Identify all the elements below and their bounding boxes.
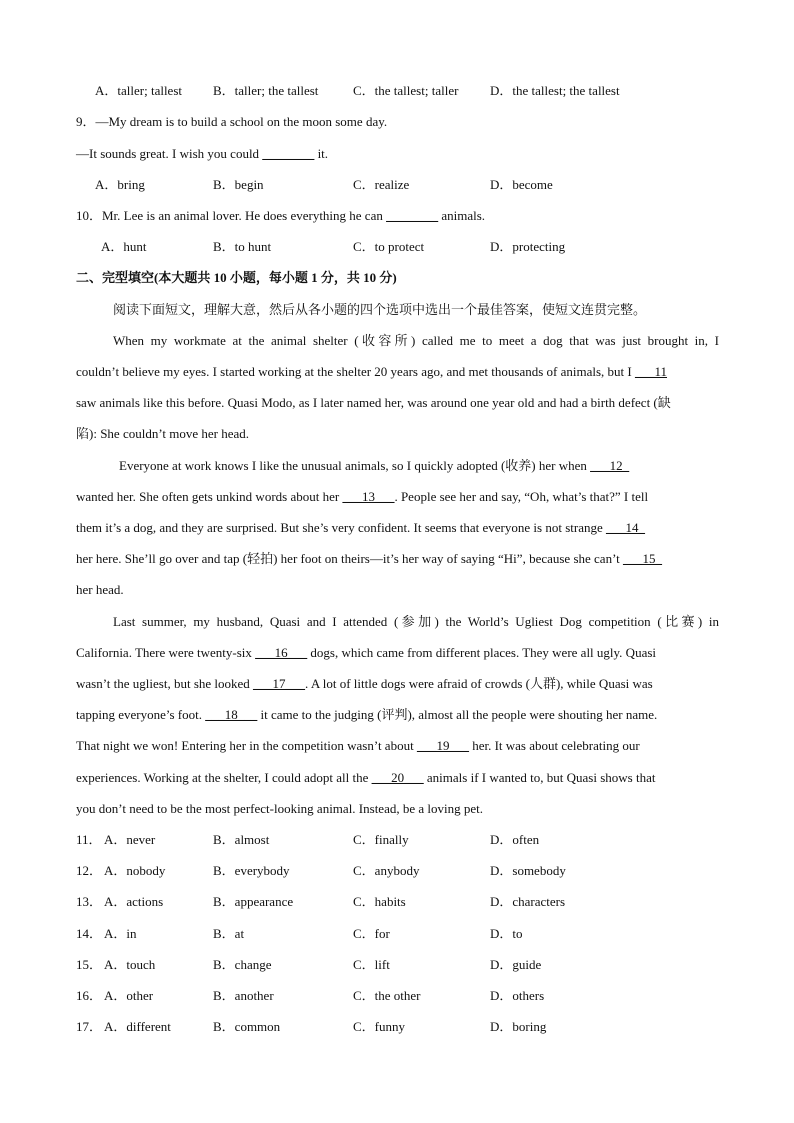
option-c: C．for [353, 926, 390, 941]
option-a: A．never [104, 832, 156, 847]
question-number: 17． [76, 1019, 103, 1034]
question-row-13 [0, 892, 794, 912]
option-c: C．habits [353, 894, 406, 909]
p2-line4: her here. She’ll go over and tap (轻拍) her foot on theirs—it’s her way of saying “Hi”, because she can’t ___15_ [76, 551, 663, 566]
question-number: 15． [76, 957, 103, 972]
q8-option-a: A．taller; tallest [95, 83, 183, 98]
p1-line3: saw animals like this before. Quasi Modo, as I later named her, was around one year old and had a birth defect (缺 [76, 395, 671, 410]
blank-15: ___15_ [623, 551, 663, 566]
q8-option-d: D．the tallest; the tallest [490, 83, 620, 98]
p3-line2: California. There were twenty-six ___16___ dogs, which came from different places. They were all ugly. Quasi [76, 645, 657, 660]
q9-option-c: C．realize [353, 177, 410, 192]
q9-stem-line2 [0, 144, 794, 164]
p3-line3: wasn’t the ugliest, but she looked ___17___. A lot of little dogs were afraid of crowds (人群), while Quasi was [76, 676, 653, 691]
option-b: B．change [213, 957, 272, 972]
blank-12: ___12_ [590, 458, 630, 473]
q10-option-b: B．to hunt [213, 239, 272, 254]
question-row-16 [0, 986, 794, 1006]
option-d: D．boring [490, 1019, 547, 1034]
blank-17: ___17___ [253, 676, 306, 691]
question-row-17 [0, 1017, 794, 1037]
option-b: B．another [213, 988, 274, 1003]
option-c: C．funny [353, 1019, 406, 1034]
option-d: D．somebody [490, 863, 566, 878]
p2-line5: her head. [76, 582, 124, 597]
option-b: B．everybody [213, 863, 290, 878]
question-number: 14． [76, 926, 103, 941]
option-d: D．guide [490, 957, 542, 972]
p1-line4: 陷): She couldn’t move her head. [76, 426, 250, 441]
q9-stem-line1 [0, 112, 794, 132]
question-row-12 [0, 861, 794, 881]
option-d: D．others [490, 988, 545, 1003]
q9-option-d: D．become [490, 177, 553, 192]
question-row-15 [0, 955, 794, 975]
option-a: A．actions [104, 894, 164, 909]
option-d: D．often [490, 832, 540, 847]
p1-line2: couldn’t believe my eyes. I started working at the shelter 20 years ago, and met thousands of animals, but I ___11 [76, 364, 668, 379]
p3-line1: Last summer, my husband, Quasi and I attended (参加) the World’s Ugliest Dog competition (比赛) in [113, 614, 719, 629]
blank-14: ___14_ [605, 520, 645, 535]
p3-line6: experiences. Working at the shelter, I could adopt all the ___20___ animals if I wanted to, but Quasi shows that [76, 770, 656, 785]
p1-line1: When my workmate at the animal shelter (收容所) called me to meet a dog that was just brought in, I [113, 333, 719, 348]
blank-19: ___19___ [416, 738, 469, 753]
option-a: A．nobody [104, 863, 166, 878]
q10-option-a: A．hunt [101, 239, 147, 254]
section2-heading-row [0, 268, 794, 288]
p2-line2: wanted her. She often gets unkind words about her ___13___. People see her and say, “Oh, what’s that?” I tell [76, 489, 649, 504]
blank-13: ___13___ [342, 489, 395, 504]
q10-option-d: D．protecting [490, 239, 566, 254]
option-a: A．touch [104, 957, 156, 972]
p2-line1: Everyone at work knows I like the unusual animals, so I quickly adopted (收养) her when ___12_ [119, 458, 630, 473]
p3-line5: That night we won! Entering her in the competition wasn’t about ___19___ her. It was about celebrating our [76, 738, 640, 753]
q9-options [0, 175, 794, 195]
option-b: B．almost [213, 832, 270, 847]
q10-option-c: C．to protect [353, 239, 425, 254]
option-a: A．different [104, 1019, 171, 1034]
option-b: B．appearance [213, 894, 294, 909]
q9-stem1: 9．—My dream is to build a school on the moon some day. [76, 114, 388, 129]
q9-blank: ________ [262, 146, 315, 161]
option-a: A．other [104, 988, 154, 1003]
option-a: A．in [104, 926, 137, 941]
q10-options [0, 237, 794, 257]
question-row-11 [0, 830, 794, 850]
option-c: C．the other [353, 988, 421, 1003]
blank-11: ___11 [634, 364, 668, 379]
question-number: 16． [76, 988, 103, 1003]
section2-instruction-row [0, 300, 794, 320]
q8-option-c: C．the tallest; taller [353, 83, 459, 98]
question-number: 12． [76, 863, 103, 878]
option-d: D．to [490, 926, 523, 941]
p2-line3: them it’s a dog, and they are surprised. But she’s very confident. It seems that everyone is not strange ___14_ [76, 520, 645, 535]
q10-blank: ________ [386, 208, 439, 223]
question-row-14 [0, 924, 794, 944]
question-number: 13． [76, 894, 103, 909]
option-c: C．finally [353, 832, 409, 847]
blank-20: ___20___ [371, 770, 424, 785]
p3-line4: tapping everyone’s foot. ___18___ it came to the judging (评判), almost all the people were shouting her name. [76, 707, 658, 722]
option-c: C．anybody [353, 863, 420, 878]
option-c: C．lift [353, 957, 390, 972]
q10-stem: 10．Mr. Lee is an animal lover. He does everything he can ________ animals. [76, 208, 486, 223]
q8-option-b: B．taller; the tallest [213, 83, 319, 98]
blank-18: ___18___ [205, 707, 258, 722]
option-d: D．characters [490, 894, 566, 909]
blank-16: ___16___ [255, 645, 308, 660]
option-b: B．at [213, 926, 245, 941]
q9-stem2: —It sounds great. I wish you could ________ it. [76, 146, 329, 161]
q9-option-b: B．begin [213, 177, 264, 192]
option-b: B．common [213, 1019, 281, 1034]
q9-option-a: A．bring [95, 177, 145, 192]
section2-instruction: 阅读下面短文，理解大意，然后从各小题的四个选项中选出一个最佳答案，使短文连贯完整。 [113, 302, 647, 317]
q10-stem-line [0, 206, 794, 226]
section2-heading: 二、完型填空(本大题共 10 小题，每小题 1 分，共 10 分) [76, 270, 397, 285]
p3-line7: you don’t need to be the most perfect-looking animal. Instead, be a loving pet. [76, 801, 483, 816]
q8-options [0, 81, 794, 101]
question-number: 11． [76, 832, 102, 847]
